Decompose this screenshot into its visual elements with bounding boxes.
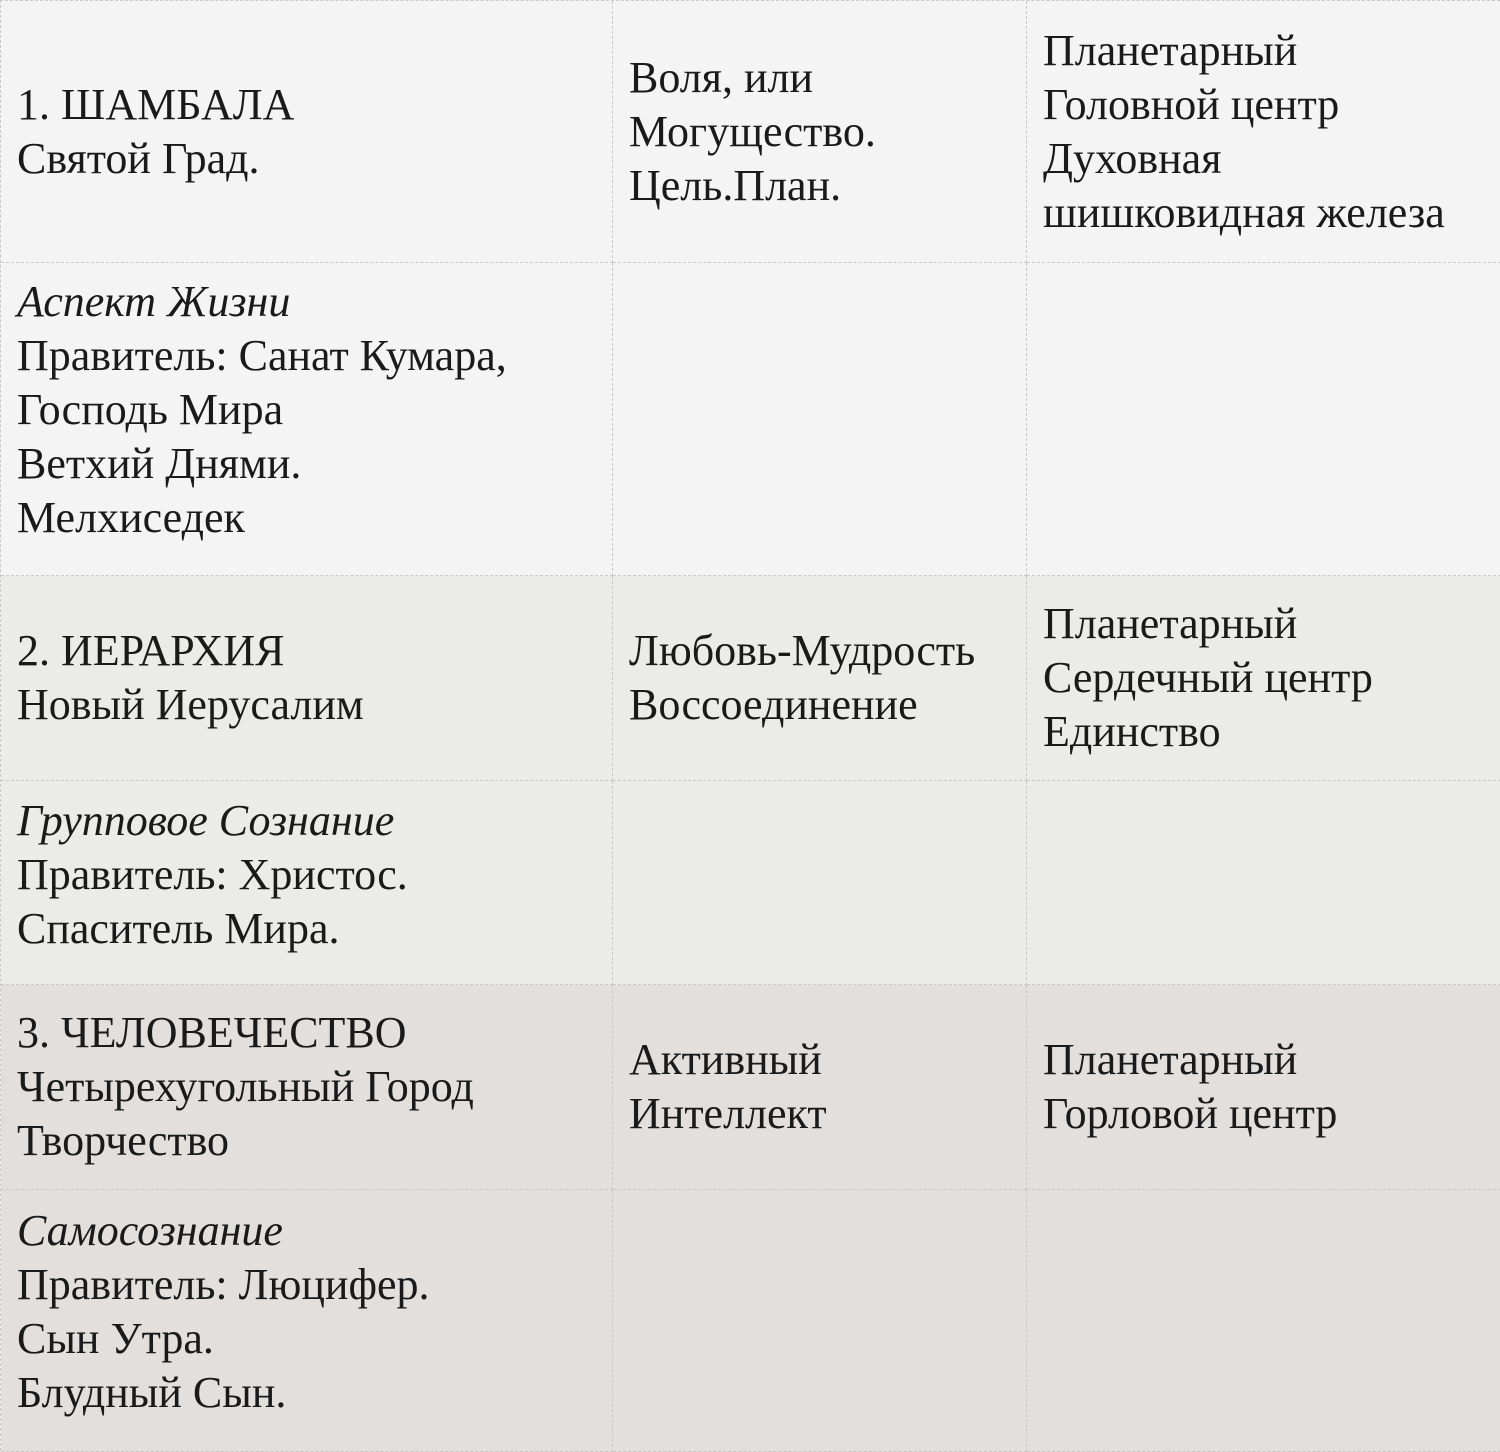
cell-line: Интеллект <box>629 1089 827 1138</box>
shamballa-aspect-cell <box>613 1 1027 263</box>
cell-line: Мелхиседек <box>17 493 245 542</box>
aspect-of-life-label: Аспект Жизни <box>17 277 291 326</box>
cell-line: Сердечный центр <box>1043 653 1373 702</box>
empty-cell <box>613 263 1027 576</box>
shamballa-name-cell <box>1 1 613 263</box>
cell-line: Головной центр <box>1043 79 1340 129</box>
hierarchy-name-cell <box>1 576 613 781</box>
cell-line: Любовь-Мудрость <box>629 626 976 675</box>
cell-line: Горловой центр <box>1043 1089 1338 1138</box>
cell-line: Единство <box>1043 707 1221 756</box>
self-consciousness-label: Самосознание <box>17 1206 283 1255</box>
cell-line: Планетарный <box>1043 25 1298 75</box>
cell-line: Воссоединение <box>629 680 918 729</box>
shamballa-detail-cell <box>1 263 613 576</box>
hierarchy-center-cell <box>1027 576 1500 781</box>
empty-cell <box>613 1190 1027 1452</box>
cell-line: Правитель: Санат Кумара, <box>17 331 507 380</box>
cell-line: Спаситель Мира. <box>17 904 340 953</box>
cell-line: Творчество <box>17 1116 230 1165</box>
empty-cell <box>613 781 1027 985</box>
cell-line: Планетарный <box>1043 599 1298 648</box>
cell-line: Правитель: Люцифер. <box>17 1260 430 1309</box>
cell-line: Господь Мира <box>17 385 284 434</box>
cell-line: Блудный Сын. <box>17 1368 287 1417</box>
empty-cell <box>1027 263 1500 576</box>
hierarchy-aspect-cell <box>613 576 1027 781</box>
cell-line: 2. ИЕРАРХИЯ <box>17 626 285 675</box>
cell-line: Могущество. <box>629 106 876 156</box>
cell-line: Цель.План. <box>629 160 842 210</box>
cell-line: Правитель: Христос. <box>17 850 408 899</box>
cell-line: Четырехугольный Город <box>17 1062 474 1111</box>
cell-line: Воля, или <box>629 52 814 102</box>
cell-line: Сын Утра. <box>17 1314 214 1363</box>
humanity-center-cell <box>1027 985 1500 1190</box>
group-consciousness-label: Групповое Сознание <box>17 796 395 845</box>
cell-line: Духовная <box>1043 133 1222 183</box>
cell-line: Планетарный <box>1043 1035 1298 1084</box>
cell-line: Новый Иерусалим <box>17 680 364 729</box>
hierarchy-detail-cell <box>1 781 613 985</box>
humanity-name-cell <box>1 985 613 1190</box>
shamballa-center-cell <box>1027 1 1500 263</box>
humanity-detail-cell <box>1 1190 613 1452</box>
humanity-aspect-cell <box>613 985 1027 1190</box>
cell-line: шишковидная железа <box>1043 187 1445 237</box>
empty-cell <box>1027 1190 1500 1452</box>
cell-line: Святой Град. <box>17 133 260 183</box>
empty-cell <box>1027 781 1500 985</box>
cell-line: Активный <box>629 1035 822 1084</box>
cell-line: 3. ЧЕЛОВЕЧЕСТВО <box>17 1008 407 1057</box>
cell-line: 1. ШАМБАЛА <box>17 79 295 129</box>
cell-line: Ветхий Днями. <box>17 439 302 488</box>
